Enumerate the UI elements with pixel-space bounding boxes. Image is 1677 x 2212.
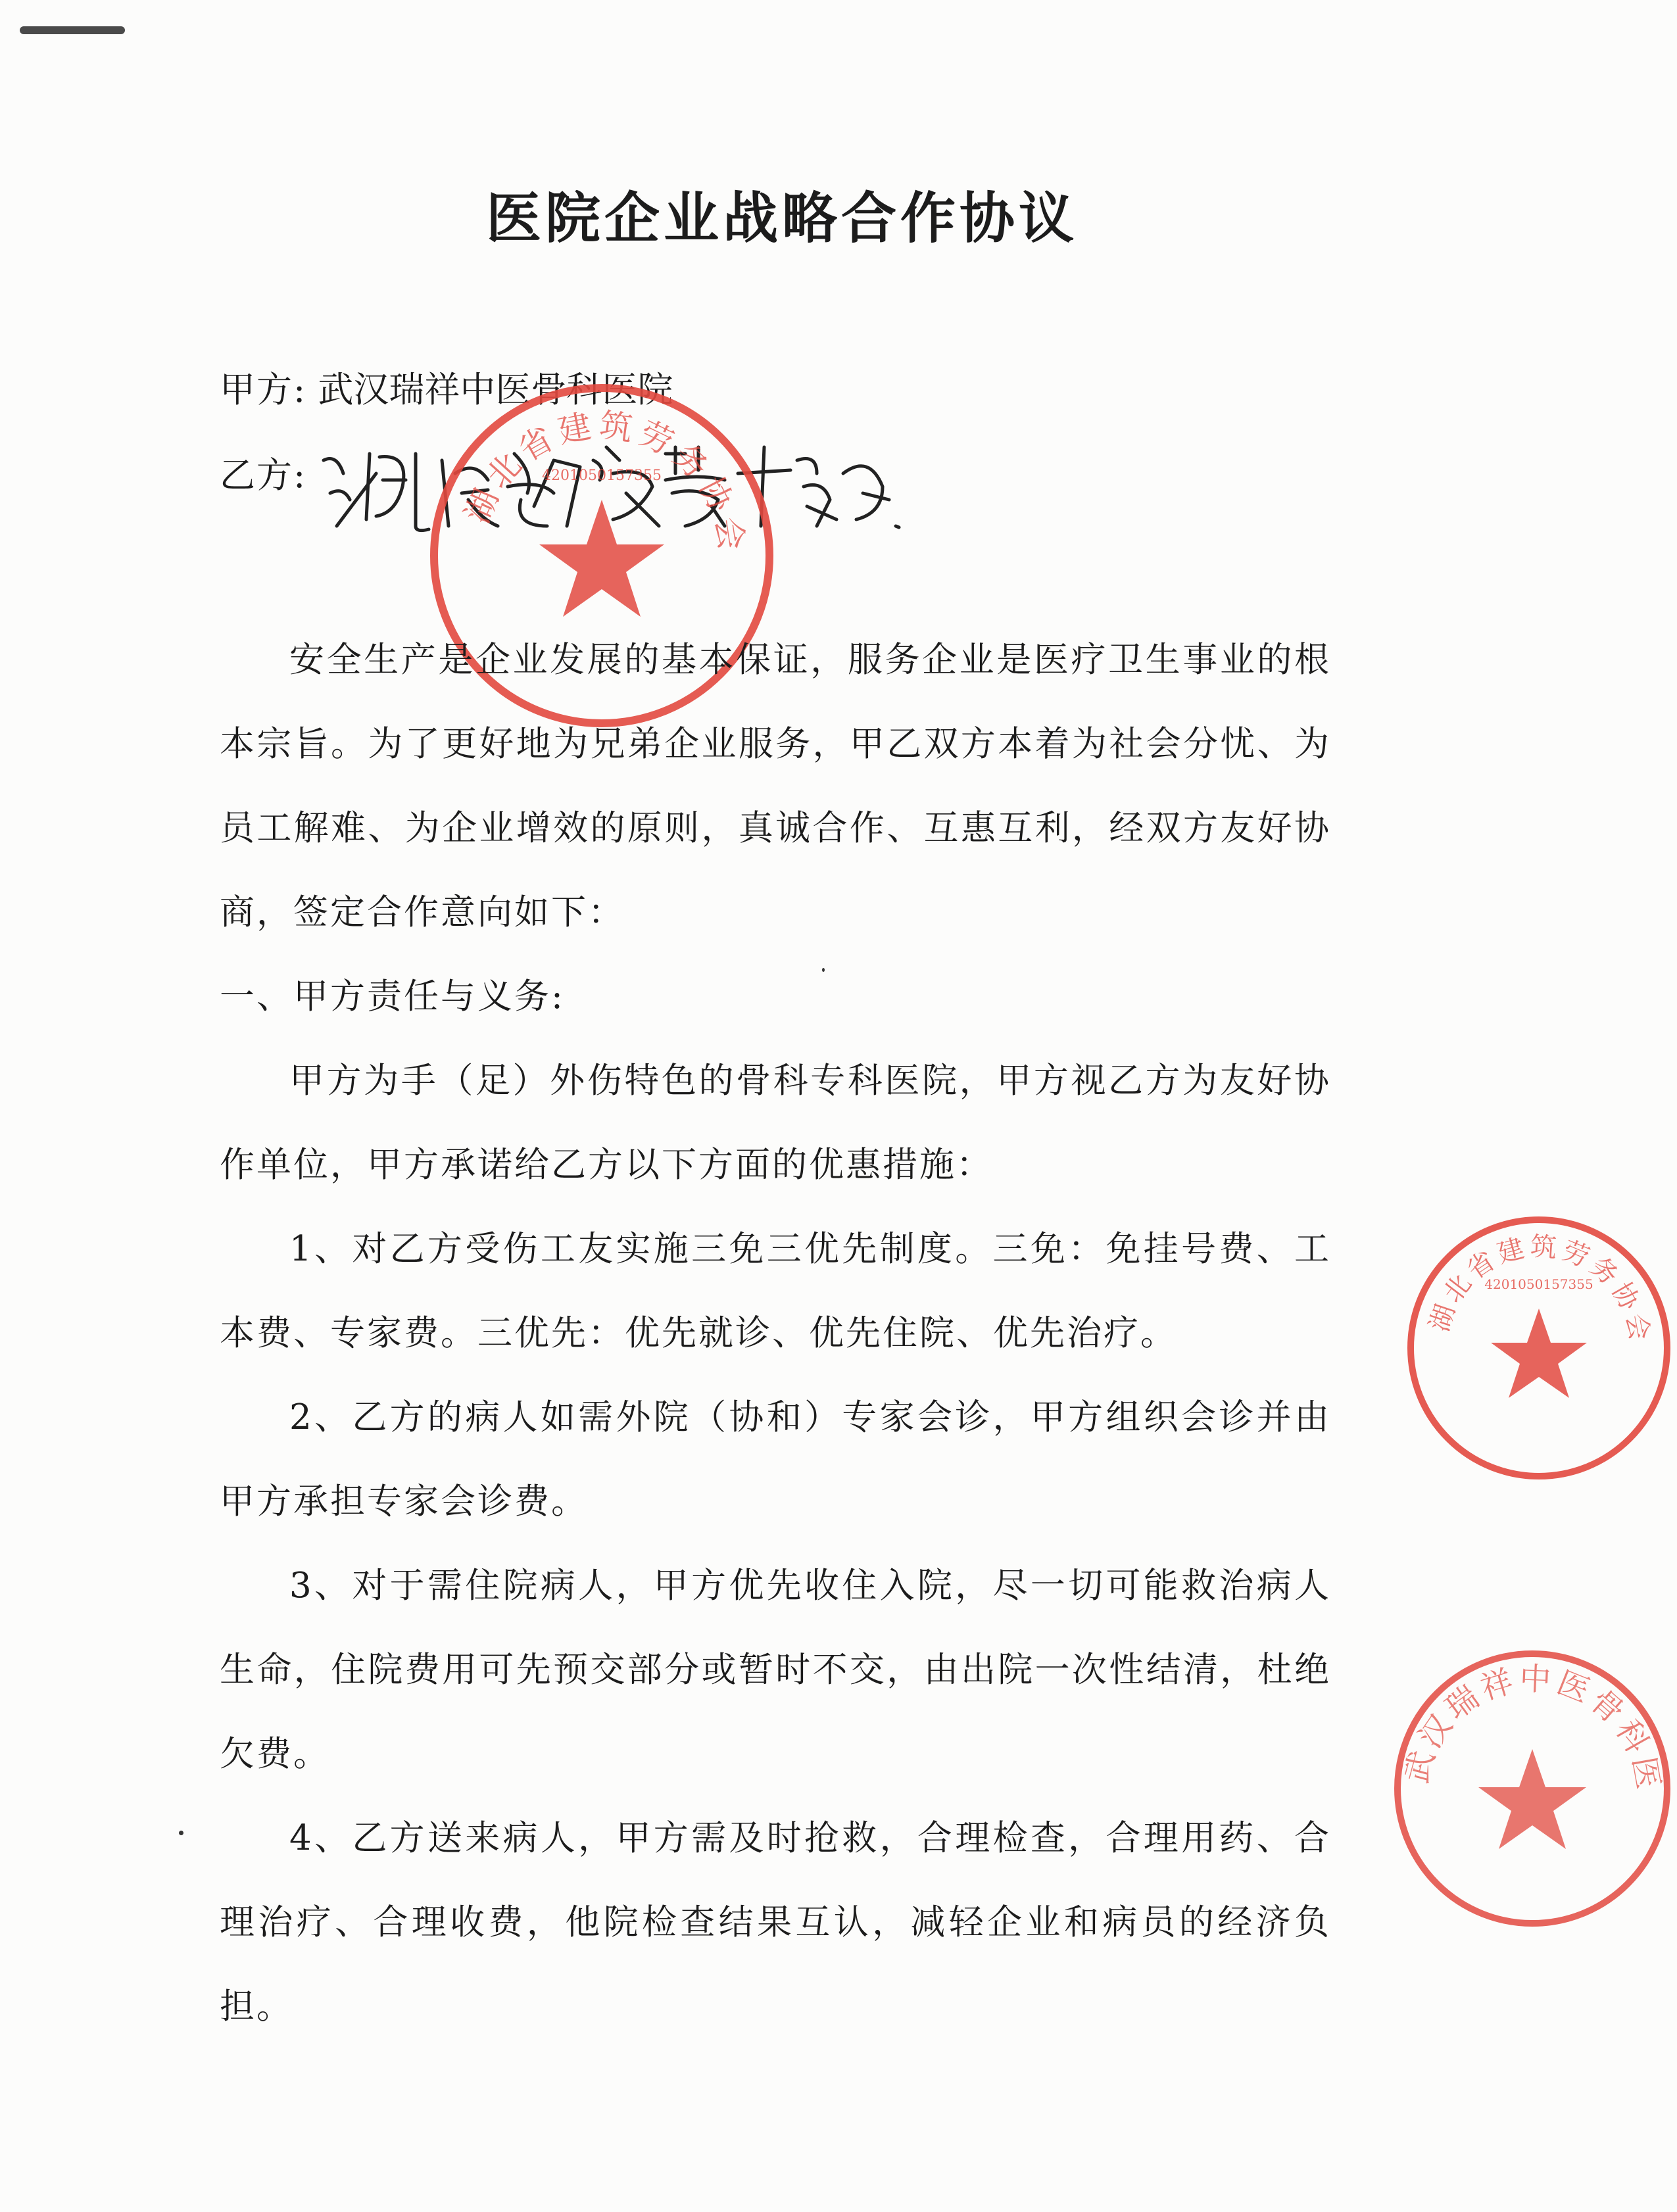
svg-text:武汉瑞祥中医骨科医院 <box>1370 1615 1668 1796</box>
party-b-line <box>220 452 306 498</box>
document-title: 医院企业战略合作协议 <box>485 185 1078 251</box>
association-seal-text: 湖北省建筑劳务协会 <box>458 406 752 558</box>
clause-item-4: 4、乙方送来病人，甲方需及时抢救，合理检查，合理用药、合理治疗、合理收费，他院检查结果互认，减轻企业和病员的经济负担。 <box>220 1818 1331 2027</box>
edge-seal-text: 湖北省建筑劳务协会 <box>1424 1231 1656 1347</box>
agreement-body <box>220 618 1331 2049</box>
edge-seal <box>1401 1210 1677 1486</box>
intro-paragraph: 安全生产是企业发展的基本保证，服务企业是医疗卫生事业的根本宗旨。为了更好地为兄弟企业服务，甲乙双方本着为社会分忧、为员工解难、为企业增效的原则，真诚合作、互惠互利，经双方友好协商，签定合作意向如下： <box>220 640 1331 932</box>
party-a-name: 武汉瑞祥中医骨科医院 <box>318 369 673 410</box>
edge-seal-code: 4201050157355 <box>1484 1276 1593 1292</box>
party-a-label: 甲方: <box>220 369 307 410</box>
association-seal-code: 4201050157355 <box>542 468 662 484</box>
star-icon <box>1478 1749 1586 1849</box>
clause-item-3: 3、对于需住院病人，甲方优先收住入院，尽一切可能救治病人生命，住院费用可先预交部分或暂时不交，由出院一次性结清，杜绝欠费。 <box>220 1566 1331 1774</box>
star-icon <box>1491 1309 1587 1398</box>
clause-item-2: 2、乙方的病人如需外院（协和）专家会诊，甲方组织会诊并由甲方承担专家会诊费。 <box>220 1397 1331 1522</box>
party-b-label: 乙方: <box>220 454 307 496</box>
scan-speck <box>179 1831 183 1835</box>
scan-speck <box>822 968 825 972</box>
hospital-seal-text: 武汉瑞祥中医骨科医院 <box>1369 1615 1668 1796</box>
clause-item-1: 1、对乙方受伤工友实施三免三优先制度。三免：免挂号费、工本费、专家费。三优先：优先就诊、优先住院、优先治疗。 <box>220 1229 1331 1353</box>
star-icon <box>539 500 664 617</box>
section-heading: 一、甲方责任与义务: <box>220 976 565 1017</box>
hospital-seal <box>1369 1615 1677 1933</box>
clause-paragraph: 甲方为手（足）外伤特色的骨科专科医院，甲方视乙方为友好协作单位，甲方承诺给乙方以下方面的优惠措施： <box>220 1061 1331 1185</box>
scan-corner-mark <box>20 26 125 34</box>
